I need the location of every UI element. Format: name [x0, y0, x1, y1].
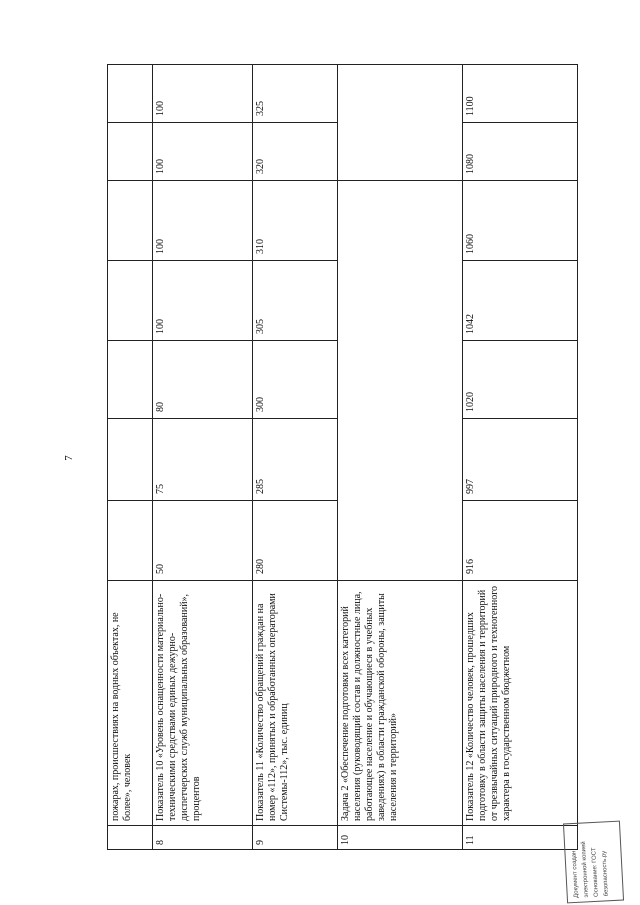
value-cell: 50 [153, 501, 253, 581]
document-stamp [563, 821, 624, 904]
stamp-line: электронной копией [580, 841, 590, 898]
table-row [338, 65, 463, 850]
value-cell: 1060 [463, 181, 578, 261]
value-cell: 100 [153, 123, 253, 181]
table-row [108, 65, 153, 850]
row-index: 11 [463, 826, 578, 850]
row-label: Показатель 11 «Количество обращений граждан на номер «112», принятых и обработанных операторами Системы-112», тыс. единиц [253, 581, 338, 826]
value-cell [338, 65, 463, 181]
value-cell: 1080 [463, 123, 578, 181]
value-cell: 916 [463, 501, 578, 581]
table-row [153, 65, 253, 850]
value-cell: 320 [253, 123, 338, 181]
value-cell: 80 [153, 341, 253, 419]
value-cell: 300 [253, 341, 338, 419]
indicators-table [107, 64, 578, 850]
value-cell: 285 [253, 419, 338, 501]
value-cell: 75 [153, 419, 253, 501]
row-label: Задача 2 «Обеспечение подготовки всех категорий населения (руководящий состав и должностные лица, работающее население и обучающиеся в учебных заведениях) в области гражданской обороны, защиты населения и территорий» [338, 581, 463, 826]
table-row [463, 65, 578, 850]
table-row [253, 65, 338, 850]
value-cell [108, 341, 153, 419]
value-cell: 100 [153, 181, 253, 261]
rotated-table-frame [107, 65, 577, 850]
value-cell: 100 [153, 65, 253, 123]
value-cell: 1100 [463, 65, 578, 123]
value-cell [108, 181, 153, 261]
row-index: 9 [253, 826, 338, 850]
value-cell: 305 [253, 261, 338, 341]
value-cell [108, 65, 153, 123]
value-cell [108, 501, 153, 581]
value-cell: 325 [253, 65, 338, 123]
page-number: 7 [62, 455, 75, 461]
value-cell: 1042 [463, 261, 578, 341]
stamp-line: Документ создан [571, 850, 580, 899]
row-index: 8 [153, 826, 253, 850]
value-cell [338, 181, 463, 581]
stamp-line: безопасность.ру [601, 850, 610, 897]
value-cell [108, 261, 153, 341]
value-cell: 310 [253, 181, 338, 261]
value-cell: 1020 [463, 341, 578, 419]
stamp-line: Основание: ГОСТ [591, 847, 600, 898]
row-label: Показатель 12 «Количество человек, прошедших подготовку в области защиты населения и территорий от чрезвычайных ситуаций природного и техногенного характера в государственном бюджетном [463, 581, 578, 826]
value-cell [108, 123, 153, 181]
row-index: 10 [338, 826, 463, 850]
row-label: Показатель 10 «Уровень оснащенности материально-техническими средствами единых дежурно-диспетчерских служб муниципальных образований», процентов [153, 581, 253, 826]
value-cell: 997 [463, 419, 578, 501]
row-index [108, 826, 153, 850]
value-cell: 280 [253, 501, 338, 581]
value-cell: 100 [153, 261, 253, 341]
value-cell [108, 419, 153, 501]
row-label: пожарах, происшествиях на водных объектах, не более», человек [108, 581, 153, 826]
